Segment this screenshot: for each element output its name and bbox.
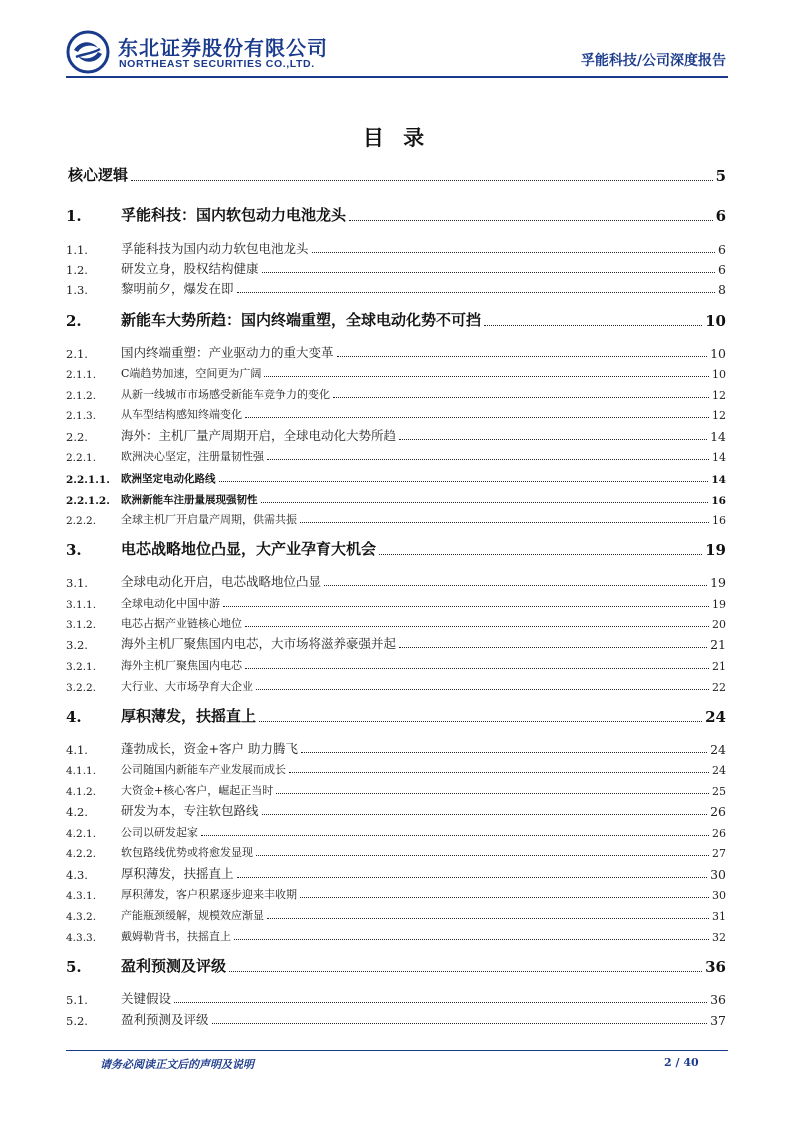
toc-entry-number: 4.1.2. xyxy=(66,786,97,798)
toc-dot-leader xyxy=(256,689,709,690)
toc-entry-page: 26 xyxy=(712,827,726,840)
toc-entry-number: 2. xyxy=(66,312,82,330)
toc-entry[interactable] xyxy=(66,706,726,726)
toc-entry-page: 8 xyxy=(718,282,726,297)
toc-entry-number: 4.2. xyxy=(66,805,88,819)
toc-entry-page: 31 xyxy=(712,910,726,923)
company-name-en: NORTHEAST SECURITIES CO.,LTD. xyxy=(119,58,315,70)
toc-entry-page: 36 xyxy=(705,958,726,976)
toc-dot-leader xyxy=(201,835,709,836)
toc-entry-number: 4.3.2. xyxy=(66,911,97,923)
toc-entry[interactable] xyxy=(66,361,726,381)
toc-title: 目 录 xyxy=(362,125,431,150)
toc-entry[interactable] xyxy=(66,466,726,486)
toc-entry[interactable] xyxy=(66,632,726,652)
toc-entry-number: 4.2.1. xyxy=(66,828,97,840)
footer-divider xyxy=(66,1050,728,1051)
toc-dot-leader xyxy=(289,772,709,773)
toc-dot-leader xyxy=(223,606,709,607)
toc-entry-number: 3.2. xyxy=(66,638,88,652)
toc-entry-page: 12 xyxy=(712,409,726,422)
toc-dot-leader xyxy=(174,1002,707,1003)
toc-entry-number: 5.2. xyxy=(66,1014,88,1028)
toc-entry-page: 5 xyxy=(715,167,726,185)
toc-entry-page: 6 xyxy=(718,262,726,277)
toc-entry-page: 14 xyxy=(711,474,726,486)
toc-entry[interactable] xyxy=(66,237,726,257)
toc-entry[interactable] xyxy=(66,424,726,444)
toc-entry[interactable] xyxy=(66,402,726,422)
toc-entry[interactable] xyxy=(66,674,726,694)
toc-entry-title: 新能车大势所趋：国内终端重塑，全球电动化势不可挡 xyxy=(121,311,482,329)
toc-entry-page: 19 xyxy=(710,575,726,590)
toc-entry-title: 公司以研发起家 xyxy=(121,826,198,839)
toc-entry-number: 2.2.2. xyxy=(66,515,97,527)
toc-entry-number: 1.1. xyxy=(66,243,88,257)
toc-entry-page: 37 xyxy=(710,1013,726,1028)
toc-dot-leader xyxy=(245,417,709,418)
toc-entry-title: 大行业、大市场孕育大企业 xyxy=(121,680,253,693)
toc-entry[interactable] xyxy=(66,924,726,944)
toc-dot-leader xyxy=(229,971,702,972)
toc-entry-number: 2.2.1.2. xyxy=(66,495,110,507)
toc-entry[interactable] xyxy=(66,205,726,225)
toc-entry-page: 21 xyxy=(712,660,726,673)
toc-entry-number: 4.3. xyxy=(66,868,88,882)
toc-entry-number: 2.2.1.1. xyxy=(66,474,110,486)
toc-entry-title: 盈利预测及评级 xyxy=(121,957,227,975)
toc-entry[interactable] xyxy=(66,653,726,673)
toc-entry-title: 产能瓶颈缓解，规模效应渐显 xyxy=(121,909,264,922)
toc-entry-page: 12 xyxy=(712,389,726,402)
toc-entry[interactable] xyxy=(66,382,726,402)
toc-entry[interactable] xyxy=(66,277,726,297)
toc-entry-page: 21 xyxy=(710,637,726,652)
toc-entry-page: 10 xyxy=(710,346,726,361)
toc-entry-title: 孚能科技：国内软包动力电池龙头 xyxy=(121,206,347,224)
toc-entry-page: 24 xyxy=(712,764,726,777)
toc-dot-leader xyxy=(264,376,709,377)
toc-dot-leader xyxy=(333,397,709,398)
toc-entry-number: 4.3.1. xyxy=(66,890,97,902)
toc-entry-page: 32 xyxy=(712,931,726,944)
toc-entry-title: 厚积薄发，扶摇直上 xyxy=(121,866,234,881)
toc-entry-number: 2.1. xyxy=(66,347,88,361)
toc-dot-leader xyxy=(349,220,713,221)
toc-dot-leader xyxy=(312,252,716,253)
toc-entry-page: 6 xyxy=(718,242,726,257)
toc-entry-number: 2.2.1. xyxy=(66,452,97,464)
toc-entry[interactable] xyxy=(66,840,726,860)
toc-entry[interactable] xyxy=(66,737,726,757)
toc-dot-leader xyxy=(237,292,716,293)
toc-entry-number: 4.3.3. xyxy=(66,932,97,944)
toc-entry-page: 6 xyxy=(715,207,726,225)
toc-entry-number: 3.2.2. xyxy=(66,682,97,694)
toc-entry-number: 5. xyxy=(66,958,82,976)
toc-entry-number: 2.1.3. xyxy=(66,410,97,422)
toc-entry-number: 4.1.1. xyxy=(66,765,97,777)
toc-entry[interactable] xyxy=(66,799,726,819)
toc-entry-title: 欧洲新能车注册量展现强韧性 xyxy=(121,494,258,506)
toc-entry-page: 26 xyxy=(710,804,726,819)
toc-dot-leader xyxy=(245,668,709,669)
toc-entry-title: 孚能科技为国内动力软包电池龙头 xyxy=(121,241,309,256)
toc-entry-number: 1. xyxy=(66,207,82,225)
toc-entry-title: 核心逻辑 xyxy=(68,166,129,184)
toc-dot-leader xyxy=(245,626,709,627)
toc-entry-page: 16 xyxy=(712,514,726,527)
toc-entry[interactable] xyxy=(66,778,726,798)
toc-dot-leader xyxy=(276,793,709,794)
toc-entry-number: 2.1.1. xyxy=(66,369,97,381)
toc-entry[interactable] xyxy=(66,539,726,559)
toc-entry[interactable] xyxy=(66,903,726,923)
toc-entry[interactable] xyxy=(66,987,726,1007)
toc-dot-leader xyxy=(300,522,709,523)
toc-dot-leader xyxy=(131,180,713,181)
toc-entry-number: 1.3. xyxy=(66,283,88,297)
company-name-cn: 东北证券股份有限公司 xyxy=(118,36,328,60)
toc-entry-number: 3. xyxy=(66,541,82,559)
toc-entry[interactable] xyxy=(66,956,726,976)
toc-entry-number: 2.1.2. xyxy=(66,390,97,402)
toc-entry-title: 海外主机厂聚焦国内电芯 xyxy=(121,659,242,672)
toc-dot-leader xyxy=(399,647,707,648)
toc-entry-number: 3.1.1. xyxy=(66,599,97,611)
toc-entry-title: 电芯战略地位凸显，大产业孕育大机会 xyxy=(121,540,377,558)
toc-entry-title: 国内终端重塑：产业驱动力的重大变革 xyxy=(121,345,334,360)
toc-entry-number: 3.1.2. xyxy=(66,619,97,631)
toc-dot-leader xyxy=(379,554,702,555)
toc-entry-title: 黎明前夕，爆发在即 xyxy=(121,281,234,296)
toc-dot-leader xyxy=(301,752,707,753)
toc-entry-title: C端趋势加速，空间更为广阔 xyxy=(121,367,262,380)
toc-entry[interactable] xyxy=(66,611,726,631)
toc-entry-page: 30 xyxy=(712,889,726,902)
toc-entry-title: 软包路线优势或将愈发显现 xyxy=(121,846,253,859)
toc-entry-number: 3.2.1. xyxy=(66,661,97,673)
toc-entry-number: 5.1. xyxy=(66,993,88,1007)
toc-dot-leader xyxy=(300,897,709,898)
toc-entry-number: 4.1. xyxy=(66,743,88,757)
toc-entry-page: 10 xyxy=(705,312,726,330)
toc-entry-number: 4. xyxy=(66,708,82,726)
toc-dot-leader xyxy=(237,877,708,878)
page-header xyxy=(66,28,726,76)
toc-dot-leader xyxy=(337,356,708,357)
toc-entry-page: 19 xyxy=(705,541,726,559)
toc-dot-leader xyxy=(262,272,716,273)
footer-disclaimer: 请务必阅读正文后的声明及说明 xyxy=(100,1058,254,1071)
toc-entry-title: 从车型结构感知终端变化 xyxy=(121,408,242,421)
toc-entry-page: 24 xyxy=(705,708,726,726)
toc-entry[interactable] xyxy=(66,487,726,507)
toc-dot-leader xyxy=(219,481,709,482)
toc-dot-leader xyxy=(259,721,702,722)
toc-entry-number: 1.2. xyxy=(66,263,88,277)
toc-entry-title: 全球电动化中国中游 xyxy=(121,597,220,610)
toc-entry-title: 关键假设 xyxy=(121,991,172,1006)
toc-dot-leader xyxy=(267,459,709,460)
toc-entry-page: 27 xyxy=(712,847,726,860)
toc-entry-title: 欧洲坚定电动化路线 xyxy=(121,473,216,485)
toc-entry-title: 厚积薄发，扶摇直上 xyxy=(121,707,257,725)
toc-entry-title: 盈利预测及评级 xyxy=(121,1012,209,1027)
toc-entry-title: 研发立身，股权结构健康 xyxy=(121,261,259,276)
toc-entry-title: 海外主机厂聚焦国内电芯，大市场将滋养豪强并起 xyxy=(121,636,397,651)
report-tag: 孚能科技/公司深度报告 xyxy=(580,53,726,69)
toc-dot-leader xyxy=(399,439,707,440)
toc-entry-title: 公司随国内新能车产业发展而成长 xyxy=(121,763,286,776)
toc-entry-page: 14 xyxy=(710,429,726,444)
toc-entry-title: 全球电动化开启，电芯战略地位凸显 xyxy=(121,574,322,589)
toc-entry[interactable] xyxy=(66,1008,726,1028)
toc-dot-leader xyxy=(484,325,702,326)
toc-entry-page: 22 xyxy=(712,681,726,694)
toc-entry-number: 2.2. xyxy=(66,430,88,444)
toc-entry-page: 10 xyxy=(712,368,726,381)
toc-entry[interactable] xyxy=(66,507,726,527)
toc-entry-title: 欧洲决心坚定，注册量韧性强 xyxy=(121,450,264,463)
toc-entry[interactable] xyxy=(66,882,726,902)
toc-entry-number: 4.2.2. xyxy=(66,848,97,860)
toc-entry-page: 14 xyxy=(712,451,726,464)
toc-entry-title: 戴姆勒背书，扶摇直上 xyxy=(121,930,231,943)
toc-entry-title: 大资金+核心客户，崛起正当时 xyxy=(121,784,274,797)
toc-entry[interactable] xyxy=(66,820,726,840)
toc-dot-leader xyxy=(212,1023,708,1024)
toc-entry[interactable] xyxy=(66,591,726,611)
toc-dot-leader xyxy=(262,814,708,815)
toc-entry-page: 20 xyxy=(712,618,726,631)
toc-entry[interactable] xyxy=(66,757,726,777)
toc-entry-page: 16 xyxy=(711,495,726,507)
toc-entry-title: 研发为本，专注软包路线 xyxy=(121,803,259,818)
toc-entry[interactable] xyxy=(66,257,726,277)
toc-entry-title: 蓬勃成长，资金+客户 助力腾飞 xyxy=(121,741,298,756)
toc-dot-leader xyxy=(256,855,709,856)
toc-entry[interactable] xyxy=(66,444,726,464)
toc-entry[interactable] xyxy=(66,341,726,361)
toc-dot-leader xyxy=(324,585,707,586)
toc-dot-leader xyxy=(234,939,709,940)
toc-entry-page: 36 xyxy=(710,992,726,1007)
toc-entry-title: 电芯占据产业链核心地位 xyxy=(121,617,242,630)
toc-entry-title: 从新一线城市市场感受新能车竞争力的变化 xyxy=(121,388,330,401)
toc-entry[interactable] xyxy=(66,570,726,590)
toc-dot-leader xyxy=(267,918,709,919)
toc-entry-number: 3.1. xyxy=(66,576,88,590)
page-indicator: 2 / 40 xyxy=(664,1056,699,1069)
toc-entry[interactable] xyxy=(66,165,726,185)
toc-entry-title: 厚积薄发，客户积累逐步迎来丰收期 xyxy=(121,888,297,901)
toc-entry-title: 全球主机厂开启量产周期，供需共振 xyxy=(121,513,297,526)
toc-entry-page: 25 xyxy=(712,785,726,798)
northeast-securities-logo-icon xyxy=(66,30,110,74)
toc-entry[interactable] xyxy=(66,862,726,882)
toc-dot-leader xyxy=(261,502,709,503)
toc-entry-page: 19 xyxy=(712,598,726,611)
toc-entry-title: 海外：主机厂量产周期开启，全球电动化大势所趋 xyxy=(121,428,397,443)
toc-entry-page: 24 xyxy=(710,742,726,757)
toc-entry-page: 30 xyxy=(710,867,726,882)
header-divider xyxy=(66,76,728,78)
toc-entry[interactable] xyxy=(66,310,726,330)
